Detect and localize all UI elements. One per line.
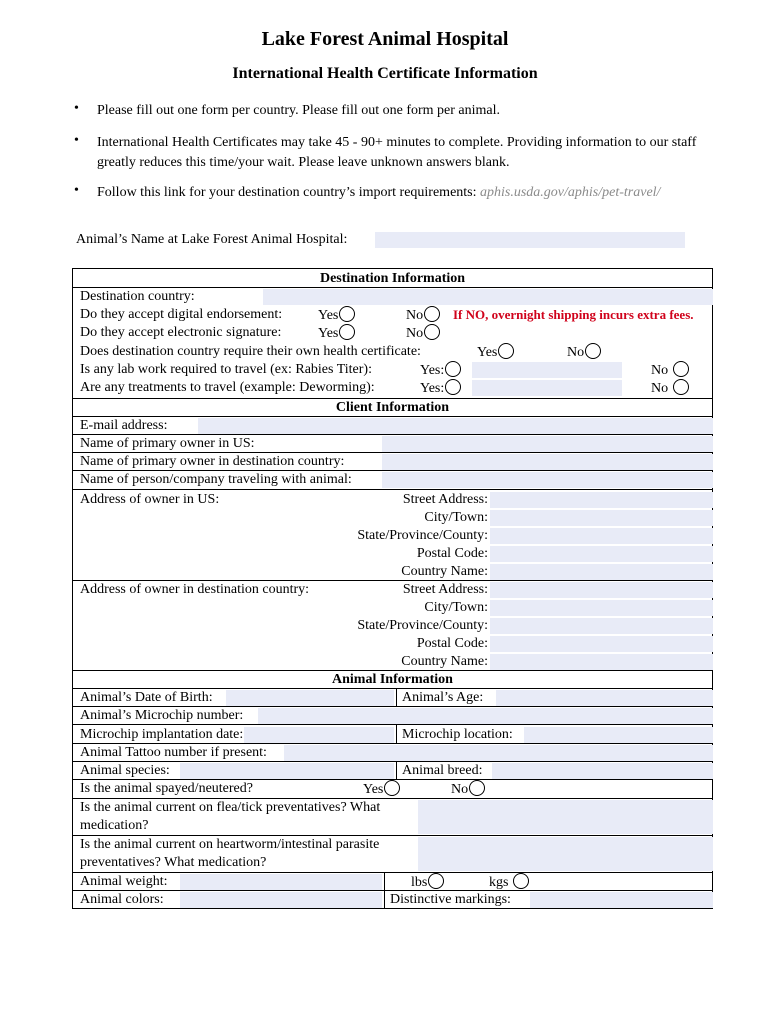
address-us-state-field[interactable]: [490, 528, 713, 544]
address-us-city-label: City/Town:: [424, 510, 488, 525]
instruction-item: Please fill out one form per country. Please fill out one form per animal.: [97, 103, 501, 118]
age-field[interactable]: [496, 690, 713, 706]
bullet-icon: •: [74, 183, 79, 198]
dob-field[interactable]: [226, 690, 394, 706]
address-dest-state-field[interactable]: [490, 618, 713, 634]
animal-name-field[interactable]: [375, 232, 685, 248]
lab-no-radio[interactable]: [673, 361, 689, 377]
address-us-label: Address of owner in US:: [80, 492, 220, 507]
divider: [72, 724, 713, 725]
address-dest-city-label: City/Town:: [424, 600, 488, 615]
species-field[interactable]: [180, 763, 394, 779]
divider: [72, 872, 713, 873]
dob-label: Animal’s Date of Birth:: [80, 690, 213, 705]
breed-field[interactable]: [492, 763, 713, 779]
address-us-city-field[interactable]: [490, 510, 713, 526]
colors-label: Animal colors:: [80, 892, 164, 907]
spayed-no-radio[interactable]: [469, 780, 485, 796]
divider: [396, 688, 397, 706]
chip-location-field[interactable]: [524, 727, 713, 743]
address-us-postal-label: Postal Code:: [416, 546, 488, 561]
health-cert-yes-radio[interactable]: [498, 343, 514, 359]
yes-label: Yes: [477, 345, 498, 360]
lbs-radio[interactable]: [428, 873, 444, 889]
owner-us-label: Name of primary owner in US:: [80, 436, 255, 451]
flea-label: Is the animal current on flea/tick preventatives? What medication?: [80, 800, 381, 833]
electronic-no: [406, 324, 440, 343]
no-label: No: [451, 782, 469, 797]
address-us-country-field[interactable]: [490, 564, 713, 580]
health-cert-yes: [477, 343, 514, 362]
destination-heading: Destination Information: [319, 271, 466, 286]
kgs-label: kgs: [489, 875, 509, 890]
yes-label: Yes:: [420, 381, 445, 396]
traveler-field[interactable]: [382, 472, 713, 488]
lab-no: [651, 361, 689, 380]
address-dest-street-label: Street Address:: [402, 582, 488, 597]
heartworm-field[interactable]: [418, 837, 713, 871]
email-field[interactable]: [198, 418, 713, 434]
colors-field[interactable]: [180, 892, 382, 908]
yes-label: Yes:: [420, 363, 445, 378]
electronic-yes-radio[interactable]: [339, 324, 355, 340]
address-dest-state-label: State/Province/County:: [357, 618, 488, 633]
address-dest-label: Address of owner in destination country:: [80, 582, 310, 597]
health-cert-no: [567, 343, 601, 362]
lab-yes-radio[interactable]: [445, 361, 461, 377]
lbs-label: lbs: [411, 875, 428, 890]
email-label: E-mail address:: [80, 418, 168, 433]
health-cert-no-radio[interactable]: [585, 343, 601, 359]
treatments-label: Are any treatments to travel (example: Deworming):: [80, 380, 375, 395]
bullet-icon: •: [74, 101, 79, 116]
tattoo-label: Animal Tattoo number if present:: [80, 745, 267, 760]
markings-label: Distinctive markings:: [390, 892, 511, 907]
divider: [72, 489, 713, 490]
kgs-radio[interactable]: [513, 873, 529, 889]
owner-dest-field[interactable]: [382, 454, 713, 470]
digital-no: [406, 306, 440, 325]
page-title: Lake Forest Animal Hospital: [261, 28, 509, 50]
spayed-no: [451, 780, 485, 799]
yes-label: Yes: [318, 308, 339, 323]
address-dest-country-field[interactable]: [490, 654, 713, 670]
spayed-label: Is the animal spayed/neutered?: [80, 781, 253, 796]
client-heading: Client Information: [335, 400, 450, 415]
instruction-text: Follow this link for your destination country’s import requirements:: [97, 185, 477, 200]
treatments-no: [651, 379, 689, 398]
divider: [72, 416, 713, 417]
tattoo-field[interactable]: [284, 745, 713, 761]
chip-location-label: Microchip location:: [402, 727, 513, 742]
address-dest-postal-field[interactable]: [490, 636, 713, 652]
destination-country-field[interactable]: [263, 289, 713, 305]
spayed-yes-radio[interactable]: [384, 780, 400, 796]
yes-label: Yes: [318, 326, 339, 341]
animal-name-label: Animal’s Name at Lake Forest Animal Hospital:: [76, 232, 348, 247]
markings-field[interactable]: [530, 892, 713, 908]
instruction-item: International Health Certificates may take 45 - 90+ minutes to complete. Providing information to our staff greatly reduces this time/your wait. Please leave unknown answers blank.: [97, 135, 697, 170]
health-cert-label: Does destination country require their own health certificate:: [80, 344, 421, 359]
treatments-field[interactable]: [472, 380, 622, 396]
no-label: No: [651, 381, 669, 396]
heartworm-label: Is the animal current on heartworm/intestinal parasite preventatives? What medication?: [80, 837, 380, 870]
lab-work-field[interactable]: [472, 362, 622, 378]
destination-country-label: Destination country:: [80, 289, 195, 304]
breed-label: Animal breed:: [402, 763, 483, 778]
age-label: Animal’s Age:: [402, 690, 484, 705]
owner-us-field[interactable]: [382, 436, 713, 452]
animal-heading: Animal Information: [332, 672, 453, 687]
no-label: No: [567, 345, 585, 360]
weight-field[interactable]: [180, 874, 382, 890]
traveler-label: Name of person/company traveling with animal:: [80, 472, 352, 487]
address-dest-street-field[interactable]: [490, 582, 713, 598]
microchip-label: Animal’s Microchip number:: [80, 708, 244, 723]
divider: [396, 724, 397, 743]
divider: [396, 761, 397, 779]
shipping-warning: If NO, overnight shipping incurs extra fees.: [453, 307, 694, 322]
spayed-yes: [363, 780, 400, 799]
electronic-signature-label: Do they accept electronic signature:: [80, 325, 282, 340]
treatments-no-radio[interactable]: [673, 379, 689, 395]
lab-work-label: Is any lab work required to travel (ex: Rabies Titer):: [80, 362, 372, 377]
no-label: No: [651, 363, 669, 378]
address-us-state-label: State/Province/County:: [357, 528, 488, 543]
address-dest-postal-label: Postal Code:: [416, 636, 488, 651]
digital-yes: [318, 306, 355, 325]
digital-no-radio[interactable]: [424, 306, 440, 322]
address-us-country-label: Country Name:: [401, 564, 488, 579]
weight-label: Animal weight:: [80, 874, 168, 889]
address-us-street-field[interactable]: [490, 492, 713, 508]
electronic-yes: [318, 324, 355, 343]
digital-endorsement-label: Do they accept digital endorsement:: [80, 307, 283, 322]
address-us-postal-field[interactable]: [490, 546, 713, 562]
treatments-yes: [420, 379, 461, 398]
bullet-icon: •: [74, 133, 79, 148]
electronic-no-radio[interactable]: [424, 324, 440, 340]
address-dest-country-label: Country Name:: [401, 654, 488, 669]
lab-yes: [420, 361, 461, 380]
no-label: No: [406, 308, 424, 323]
implant-date-field[interactable]: [244, 727, 394, 743]
address-dest-city-field[interactable]: [490, 600, 713, 616]
treatments-yes-radio[interactable]: [445, 379, 461, 395]
yes-label: Yes: [363, 782, 384, 797]
page-subtitle: International Health Certificate Information: [232, 65, 538, 82]
owner-dest-label: Name of primary owner in destination country:: [80, 454, 345, 469]
microchip-field[interactable]: [258, 708, 713, 724]
address-us-street-label: Street Address:: [402, 492, 488, 507]
pet-travel-link[interactable]: aphis.usda.gov/aphis/pet-travel/: [480, 185, 661, 200]
instruction-item: [97, 183, 717, 203]
no-label: No: [406, 326, 424, 341]
implant-date-label: Microchip implantation date:: [80, 727, 244, 742]
species-label: Animal species:: [80, 763, 170, 778]
digital-yes-radio[interactable]: [339, 306, 355, 322]
flea-field[interactable]: [418, 800, 713, 834]
